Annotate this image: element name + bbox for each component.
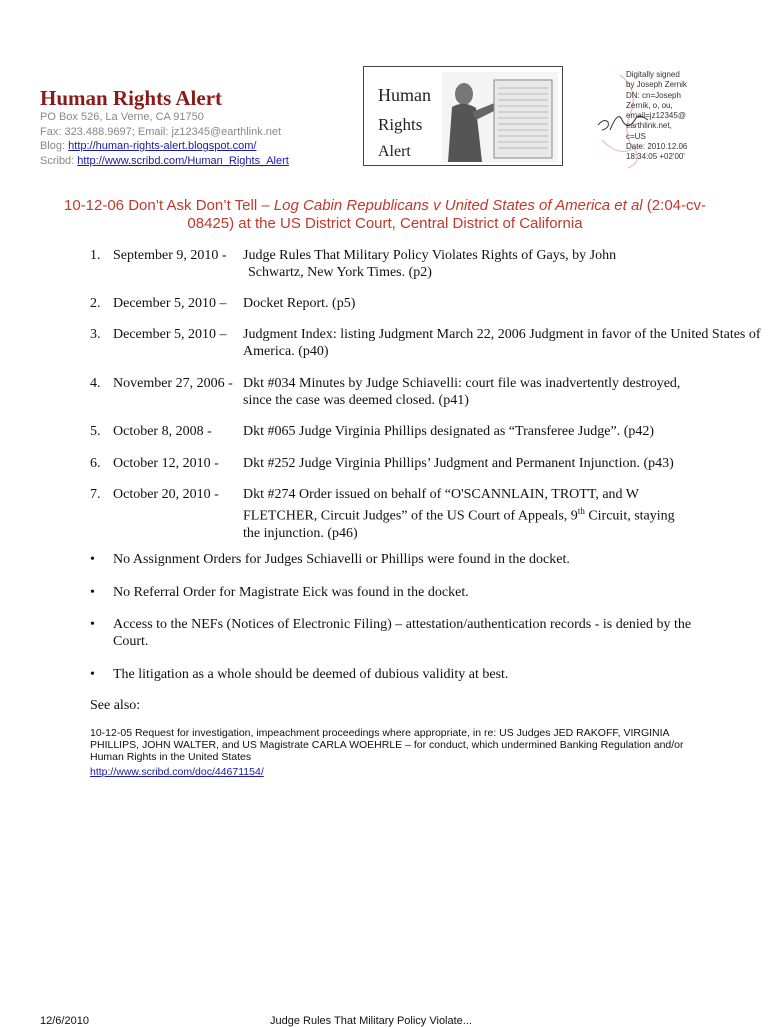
item-description-cont: since the case was deemed closed. (p41) [243, 393, 469, 408]
bullet-dot-icon: • [90, 617, 95, 632]
signature-line: by Joseph Zernik [626, 80, 687, 90]
item-description-b: Circuit, staying the injunction. (p46) [243, 508, 675, 541]
item-description: Judgment Index: listing Judgment March 22, 2006 Judgment in favor of the United States of America. (p40) [243, 327, 761, 359]
heading-part-1: 10-12-06 Don’t Ask Don’t Tell – [63, 197, 274, 214]
document-heading [60, 197, 710, 233]
signature-line: earthlink.net, [626, 121, 672, 131]
logo-line-3: Alert [378, 143, 411, 160]
bullet-text: No Referral Order for Magistrate Eick was found in the docket. [113, 585, 469, 600]
item-date: October 20, 2010 - [113, 487, 219, 502]
item-description: Judge Rules That Military Policy Violates Rights of Gays, by John [243, 248, 617, 263]
scribd-line [40, 155, 289, 167]
item-number: 5. [90, 424, 101, 439]
signature-line: c=US [626, 131, 646, 141]
fax-email-line [40, 126, 281, 138]
email-text: jz12345@earthlink.net [171, 126, 282, 138]
bullet-dot-icon: • [90, 667, 95, 682]
item-date: October 8, 2008 - [113, 424, 212, 439]
fax-email-prefix: Fax: 323.488.9697; Email: [40, 126, 172, 138]
logo [363, 66, 563, 166]
item-number: 1. [90, 248, 101, 263]
item-description: Dkt #252 Judge Virginia Phillips’ Judgment and Permanent Injunction. (p43) [243, 456, 674, 471]
scribd-link[interactable]: http://www.scribd.com/Human_Rights_Alert [77, 155, 289, 167]
bullet-dot-icon: • [90, 552, 95, 567]
signature-line: Date: 2010.12.06 [626, 142, 688, 152]
logo-figure-image [442, 72, 558, 162]
signature-line: 18:34:05 +02'00' [626, 152, 685, 162]
heading-case-name: Log Cabin Republicans v United States of America et al [273, 197, 643, 214]
signature-line: Digitally signed [626, 70, 680, 79]
item-number: 3. [90, 327, 101, 342]
item-number: 2. [90, 296, 101, 311]
signature-line: Zernik, o, ou, [626, 100, 673, 110]
blog-link[interactable]: http://human-rights-alert.blogspot.com/ [68, 140, 257, 152]
org-name: Human Rights Alert [40, 86, 223, 110]
item-date: December 5, 2010 – [113, 296, 227, 311]
bullet-dot-icon: • [90, 585, 95, 600]
digital-signature [590, 70, 760, 170]
bullet-text: No Assignment Orders for Judges Schiavelli or Phillips were found in the docket. [113, 552, 570, 567]
logo-line-2: Rights [378, 115, 423, 134]
item-date: November 27, 2006 - [113, 376, 233, 391]
item-number: 6. [90, 456, 101, 471]
signature-line: DN: cn=Joseph [626, 90, 681, 100]
address-line: PO Box 526, La Verne, CA 91750 [40, 111, 204, 123]
blog-label: Blog: [40, 140, 69, 152]
blog-line [40, 140, 256, 152]
item-description-cont: Schwartz, New York Times. (p2) [248, 265, 432, 280]
scribd-label: Scribd: [40, 155, 78, 167]
heading-part-3: (2:04-cv-08425) at the US District Court, Central District of California [187, 197, 706, 232]
item-description: Docket Report. (p5) [243, 296, 356, 311]
item-number: 7. [90, 487, 101, 502]
item-description: Dkt #034 Minutes by Judge Schiavelli: court file was inadvertently destroyed, [243, 376, 681, 391]
item-date: December 5, 2010 – [113, 327, 227, 342]
item-description: Dkt #065 Judge Virginia Phillips designated as “Transferee Judge”. (p42) [243, 424, 655, 439]
footer-title: Judge Rules That Military Policy Violate... [270, 1015, 472, 1027]
footer-date: 12/6/2010 [40, 1015, 89, 1027]
item-description-a: Dkt #274 Order issued on behalf of “O'SCANNLAIN, TROTT, and W FLETCHER, Circuit Judges” of the US Court of Appeals, 9 [243, 487, 639, 524]
reference-link[interactable]: http://www.scribd.com/doc/44671154/ [90, 766, 264, 778]
signature-text [626, 70, 687, 163]
item-description [243, 486, 683, 542]
item-date: September 9, 2010 - [113, 248, 227, 263]
item-number: 4. [90, 376, 101, 391]
bullet-text: The litigation as a whole should be deemed of dubious validity at best. [113, 667, 509, 682]
see-also-label: See also: [90, 698, 141, 713]
item-date: October 12, 2010 - [113, 456, 219, 471]
bullet-text: Access to the NEFs (Notices of Electronic Filing) – attestation/authentication records - is denied by the Court. [113, 617, 692, 649]
signature-line: email=jz12345@ [626, 111, 686, 121]
ordinal-suffix: th [577, 506, 585, 516]
logo-line-1: Human [378, 85, 431, 105]
reference-text: 10-12-05 Request for investigation, impeachment proceedings where appropriate, in re: US Judges JED RAKOFF, VIRGINIA PHILLIPS, JOHN WALTER, and US Magistrate CARLA WOEHRLE – for conduct, which undermined Banking Regulation and/or Human Rights in the United States [90, 727, 684, 764]
